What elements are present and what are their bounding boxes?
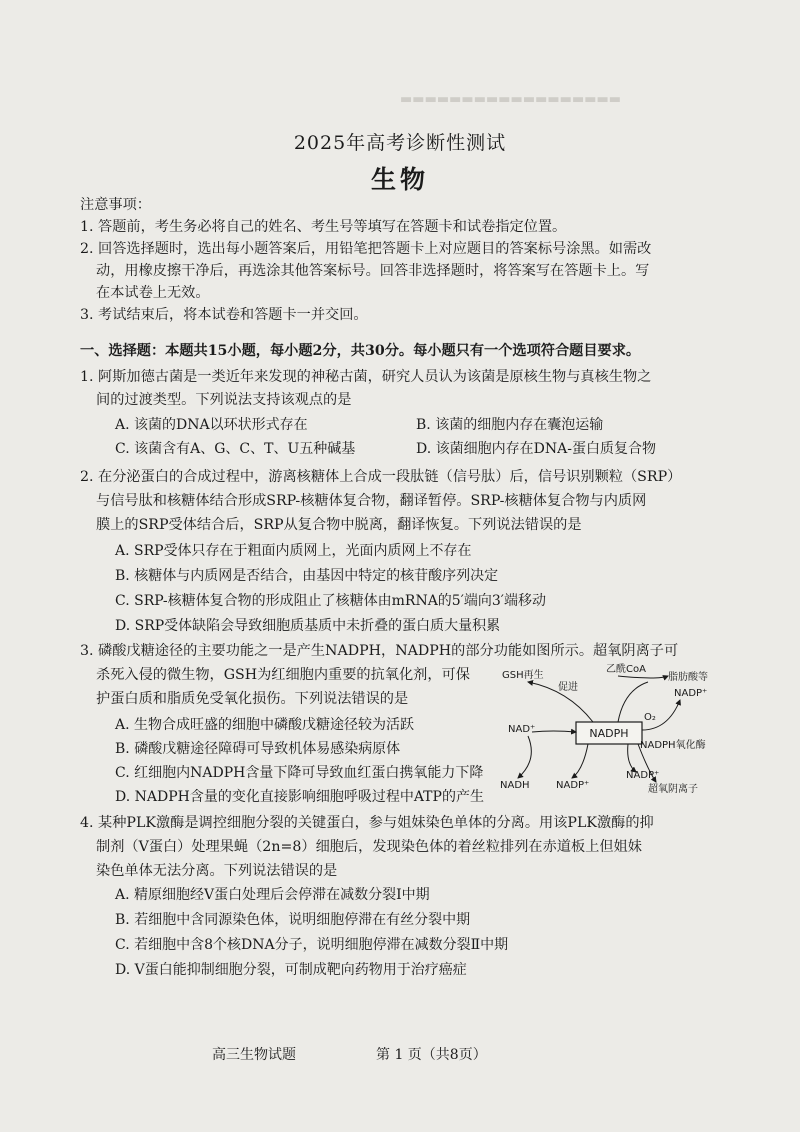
- question-2-stem: 与信号肽和核糖体结合形成SRP-核糖体复合物，翻译暂停。SRP-核糖体复合物与内质网: [96, 493, 647, 509]
- question-2-stem: 2. 在分泌蛋白的合成过程中，游离核糖体上合成一段肽链（信号肽）后，信号识别颗粒（SRP）: [80, 469, 682, 485]
- footer-page-number: 第 1 页（共8页）: [376, 1047, 487, 1063]
- bleed-through-mark: ▬▬▬▬▬▬▬▬▬▬▬▬▬▬▬▬▬▬: [400, 92, 622, 107]
- q3-option-a: A. 生物合成旺盛的细胞中磷酸戊糖途径较为活跃: [115, 717, 415, 733]
- question-3-stem: 3. 磷酸戊糖途径的主要功能之一是产生NADPH，NADPH的部分功能如图所示。超氧阴离子可: [80, 643, 679, 659]
- promote-label: 促进: [558, 682, 578, 693]
- question-4-stem: 4. 某种PLK激酶是调控细胞分裂的关键蛋白，参与姐妹染色单体的分离。用该PLK激酶的抑: [80, 815, 654, 831]
- nadph-function-diagram: [498, 660, 728, 800]
- q1-option-d: D. 该菌细胞内存在DNA-蛋白质复合物: [416, 441, 656, 457]
- arrow-nadh: [518, 736, 531, 778]
- o2-label: O₂: [644, 712, 656, 723]
- q2-option-b: B. 核糖体与内质网是否结合，由基因中特定的核苷酸序列决定: [115, 568, 499, 584]
- nadh-label: NADH: [500, 780, 530, 791]
- acetyl-coa-label: 乙酰CoA: [606, 664, 646, 675]
- question-3-stem: 护蛋白质和脂质免受氧化损伤。下列说法错误的是: [96, 691, 409, 707]
- arrow-fatty-acid: [618, 676, 668, 678]
- nadp-top-label: NADP⁺: [674, 688, 708, 699]
- question-3-stem: 杀死入侵的微生物，GSH为红细胞内重要的抗氧化剂，可保: [96, 667, 470, 683]
- q3-option-d: D. NADPH含量的变化直接影响细胞呼吸过程中ATP的产生: [115, 789, 484, 805]
- q3-option-b: B. 磷酸戊糖途径障碍可导致机体易感染病原体: [115, 741, 401, 757]
- gsh-label: GSH再生: [502, 670, 544, 681]
- notice-item: 1. 答题前，考生务必将自己的姓名、考生号等填写在答题卡和试卷指定位置。: [80, 219, 567, 235]
- arrow-to-nadph: [532, 731, 576, 732]
- notice-item: 2. 回答选择题时，选出每小题答案后，用铅笔把答题卡上对应题目的答案标号涂黑。如需改: [80, 241, 652, 257]
- q4-option-d: D. V蛋白能抑制细胞分裂，可制成靶向药物用于治疗癌症: [115, 962, 467, 978]
- q2-option-d: D. SRP受体缺陷会导致细胞质基质中未折叠的蛋白质大量积累: [115, 618, 501, 634]
- question-1-stem: 1. 阿斯加德古菌是一类近年来发现的神秘古菌，研究人员认为该菌是原核生物与真核生物之: [80, 369, 652, 385]
- superoxide-label: 超氧阴离子: [648, 784, 698, 795]
- arrow-nadp-bottom: [572, 744, 588, 778]
- subject-title: 生物: [370, 165, 429, 194]
- q4-option-a: A. 精原细胞经V蛋白处理后会停滞在减数分裂Ⅰ中期: [115, 887, 430, 903]
- arrow-nadp-right: [628, 744, 636, 772]
- question-2-stem: 膜上的SRP受体结合后，SRP从复合物中脱离，翻译恢复。下列说法错误的是: [96, 517, 582, 533]
- nadp-right-label: NADP⁺: [626, 770, 660, 781]
- question-1-stem: 间的过渡类型。下列说法支持该观点的是: [96, 392, 352, 408]
- question-4-stem: 染色单体无法分离。下列说法错误的是: [96, 863, 338, 879]
- notice-item: 3. 考试结束后，将本试卷和答题卡一并交回。: [80, 307, 368, 323]
- notice-heading: 注意事项：: [80, 197, 151, 213]
- q1-option-c: C. 该菌含有A、G、C、T、U五种碱基: [115, 441, 356, 457]
- nadph-label: NADPH: [589, 727, 629, 740]
- question-4-stem: 制剂（V蛋白）处理果蝇（2n=8）细胞后，发现染色体的着丝粒排列在赤道板上但姐妹: [96, 839, 642, 855]
- footer-subject: 高三生物试题: [212, 1047, 296, 1063]
- q4-option-c: C. 若细胞中含8个核DNA分子，说明细胞停滞在减数分裂Ⅱ中期: [115, 937, 509, 953]
- exam-title: 2025年高考诊断性测试: [293, 132, 507, 154]
- q1-option-b: B. 该菌的细胞内存在囊泡运输: [416, 417, 604, 433]
- q2-option-a: A. SRP受体只存在于粗面内质网上，光面内质网上不存在: [115, 543, 472, 559]
- q2-option-c: C. SRP-核糖体复合物的形成阻止了核糖体由mRNA的5′端向3′端移动: [115, 593, 546, 609]
- notice-item: 动，用橡皮擦干净后，再选涂其他答案标号。回答非选择题时，将答案写在答题卡上。写: [96, 263, 650, 279]
- q4-option-b: B. 若细胞中含同源染色体，说明细胞停滞在有丝分裂中期: [115, 912, 471, 928]
- q1-option-a: A. 该菌的DNA以环状形式存在: [115, 417, 308, 433]
- q3-option-c: C. 红细胞内NADPH含量下降可导致血红蛋白携氧能力下降: [115, 765, 484, 781]
- notice-item: 在本试卷上无效。: [96, 285, 210, 301]
- section-heading: 一、选择题：本题共15小题，每小题2分，共30分。每小题只有一个选项符合题目要求。: [80, 343, 641, 359]
- fatty-acid-label: 脂肪酸等: [668, 672, 708, 683]
- nad-left-label: NAD⁺: [508, 724, 536, 735]
- oxidase-label: NADPH氧化酶: [640, 740, 706, 751]
- nadp-bottom-label: NADP⁺: [556, 780, 590, 791]
